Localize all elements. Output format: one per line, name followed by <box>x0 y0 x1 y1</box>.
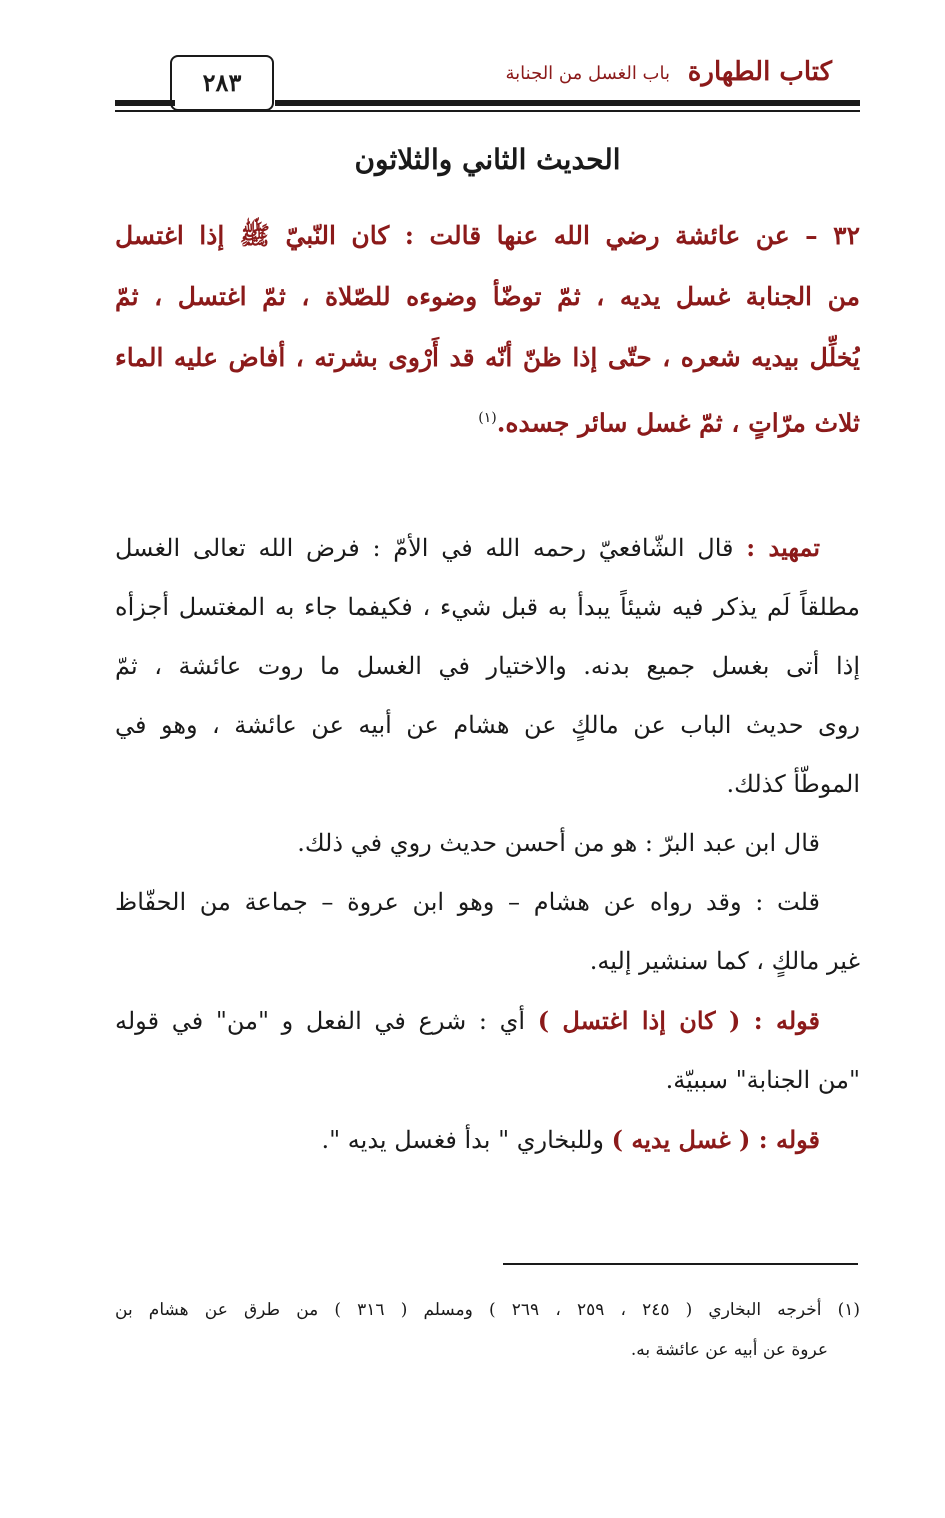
hadith-last-line <box>115 388 860 453</box>
commentary-line: مطلقاً لَم يذكر فيه شيئاً يبدأ به قبل شيء ، فكيفما جاء به المغتسل أجزأه <box>115 593 860 621</box>
commentary-line <box>115 518 860 578</box>
commentary-line: روى حديث الباب عن مالكٍ عن هشام عن أبيه عن عائشة ، وهو في <box>115 711 860 739</box>
page-header <box>115 55 860 115</box>
header-rule-left <box>115 100 175 106</box>
commentary-line: غير مالكٍ ، كما سنشير إليه. <box>589 947 860 975</box>
commentary-line: الموطّأ كذلك. <box>726 770 860 798</box>
hadith-line: من الجنابة غسل يديه ، ثمّ توضّأ وضوءه للصّلاة ، ثمّ اغتسل ، ثمّ <box>115 282 860 311</box>
page-number: ٢٨٣ <box>202 68 242 97</box>
hadith-text <box>115 205 860 453</box>
commentary-text: وللبخاري " بدأ فغسل يديه ". <box>321 1126 612 1154</box>
commentary-line: قال ابن عبد البرّ : هو من أحسن حديث روي في ذلك. <box>297 829 820 857</box>
paragraph-label: قوله : ( كان إذا اغتسل ) <box>537 1006 820 1035</box>
commentary <box>115 518 860 1170</box>
footnote-line: عروة عن أبيه عن عائشة به. <box>630 1340 828 1360</box>
hadith-line: ثلاث مرّاتٍ ، ثمّ غسل سائر جسده. <box>496 408 860 438</box>
header-rule-thin <box>115 110 860 112</box>
commentary-text: أي : شرع في الفعل و "من" في قوله <box>115 1007 538 1035</box>
commentary-line: قلت : وقد رواه عن هشام – وهو ابن عروة – جماعة من الحفّاظ <box>115 888 820 916</box>
commentary-line <box>115 1110 860 1170</box>
commentary-line <box>115 991 860 1051</box>
paragraph-label: تمهيد : <box>746 533 820 562</box>
hadith-line: ٣٢ – عن عائشة رضي الله عنها قالت : كان النّبيّ ﷺ إذا اغتسل <box>115 221 860 250</box>
paragraph-label: قوله : ( غسل يديه ) <box>611 1125 820 1154</box>
commentary-text: قال الشّافعيّ رحمه الله في الأمّ : فرض الله تعالى الغسل <box>115 534 747 562</box>
hadith-line: يُخلِّل بيديه شعره ، حتّى إذا ظنّ أنّه قد أَرْوى بشرته ، أفاض عليه الماء <box>115 343 860 372</box>
footnote-line: (١) أخرجه البخاري ( ٢٤٥ ، ٢٥٩ ، ٢٦٩ ) ومسلم ( ٣١٦ ) من طرق عن هشام بن <box>115 1300 860 1320</box>
footnote-divider <box>503 1263 858 1265</box>
page-number-box <box>170 55 274 111</box>
commentary-line: إذا أتى بغسل جميع بدنه. والاختيار في الغسل ما روت عائشة ، ثمّ <box>115 652 860 680</box>
header-rule-thick <box>275 100 860 106</box>
commentary-line: "من الجنابة" سببيّة. <box>665 1066 860 1094</box>
book-title: كتاب الطهارة <box>687 57 832 87</box>
footnote-marker: (١) <box>478 410 497 426</box>
footnote <box>115 1290 860 1370</box>
section-title: الحديث الثاني والثلاثون <box>354 143 621 176</box>
chapter-title: باب الغسل من الجنابة <box>505 63 670 84</box>
